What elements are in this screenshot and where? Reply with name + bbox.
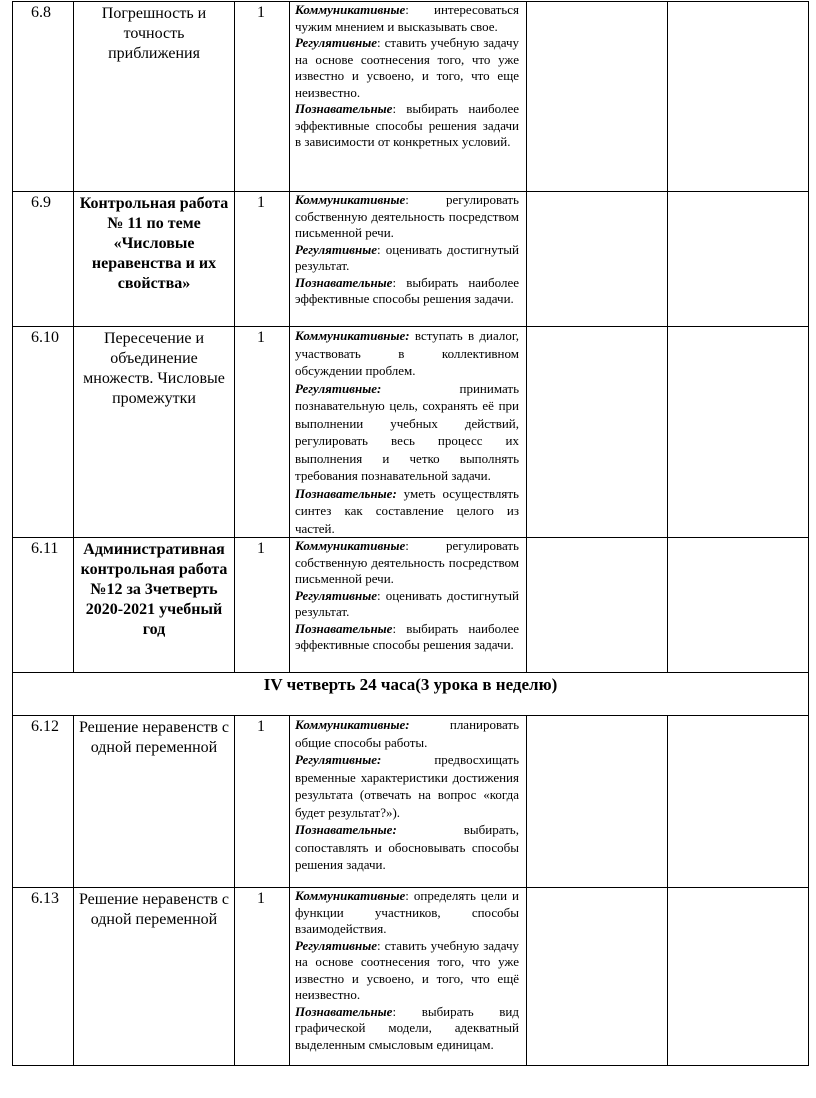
lesson-number: 6.8 (31, 4, 51, 21)
activity-text: выбирать наиболее эффективные способы решения задачи. (295, 274, 519, 306)
lesson-plan-table (12, 1, 809, 1066)
empty-cell-1 (527, 2, 668, 192)
lesson-topic: Погрешность и точность приближения (101, 5, 207, 62)
activity-text: ставить учебную задачу на основе соотнесения того, что уже известно и усвоено, и того, что еще неизвестно. (295, 35, 519, 100)
activity-text: выбирать наиболее эффективные способы решения задачи в зависимости от конкретных условий. (295, 101, 519, 149)
activity-paragraph (295, 751, 519, 821)
activity-separator: : (377, 937, 381, 953)
activity-type-label: Познавательные: (295, 822, 397, 837)
lesson-hours: 1 (257, 718, 265, 735)
lesson-topic-cell (74, 192, 235, 327)
activity-text: интересоваться чужим мнением и высказывать свое. (295, 2, 519, 34)
activity-text: вступать в диалог, участвовать в коллективном обсуждении проблем. (295, 328, 519, 378)
lesson-row (13, 716, 809, 888)
learning-activities-cell (290, 716, 527, 888)
activity-type-label: Коммуникативные: (295, 717, 410, 732)
learning-activities (290, 538, 526, 654)
lesson-number-cell (13, 2, 74, 192)
activity-text: регулировать собственную деятельность посредством письменной речи. (295, 192, 519, 240)
activity-type-label: Коммуникативные (295, 888, 406, 903)
activity-separator: : (405, 192, 409, 207)
lesson-topic-cell (74, 327, 235, 538)
empty-cell-1 (527, 888, 668, 1066)
learning-activities (290, 2, 526, 151)
activity-type-label: Коммуникативные (295, 2, 406, 17)
learning-activities (290, 716, 526, 874)
activity-separator: : (377, 587, 381, 603)
lesson-topic-cell (74, 888, 235, 1066)
lesson-number: 6.10 (31, 329, 59, 346)
activity-separator: : (377, 35, 381, 50)
lesson-row (13, 888, 809, 1066)
lesson-row (13, 2, 809, 192)
activity-type-label: Регулятивные: (295, 752, 382, 767)
activity-type-label: Регулятивные (295, 35, 377, 50)
learning-activities (290, 192, 526, 308)
activity-text: выбирать вид графической модели, адекватный выделенным смысловым единицам. (295, 1003, 519, 1052)
empty-cell-2 (668, 716, 809, 888)
activity-text: регулировать собственную деятельность посредством письменной речи. (295, 538, 519, 586)
activity-separator: : (392, 101, 397, 116)
activity-text: оценивать достигнутый результат. (295, 587, 519, 619)
empty-cell-1 (527, 538, 668, 673)
lesson-number-cell (13, 327, 74, 538)
activity-text: выбирать, сопоставлять и обосновывать способы решения задачи. (295, 822, 519, 872)
activity-paragraph (295, 588, 519, 621)
activity-type-label: Регулятивные (295, 587, 377, 603)
learning-activities (290, 327, 526, 537)
lesson-number-cell (13, 192, 74, 327)
lesson-hours: 1 (257, 540, 265, 557)
lesson-number-cell (13, 716, 74, 888)
activity-paragraph (295, 888, 519, 938)
empty-cell-2 (668, 888, 809, 1066)
lesson-hours: 1 (257, 194, 265, 211)
activity-paragraph (295, 621, 519, 654)
activity-type-label: Регулятивные: (295, 380, 382, 396)
activity-type-label: Познавательные (295, 101, 393, 116)
lesson-hours-cell (235, 192, 290, 327)
activity-type-label: Познавательные (295, 1003, 393, 1019)
quarter-section (13, 673, 809, 716)
activity-type-label: Коммуникативные (295, 538, 406, 553)
learning-activities-cell (290, 538, 527, 673)
activity-text: уметь осуществлять синтез как составление целого из частей. (295, 485, 519, 536)
activity-paragraph (295, 192, 519, 242)
lesson-row (13, 538, 809, 673)
learning-activities (290, 888, 526, 1053)
activity-text: определять цели и функции участников, способы взаимодействия. (295, 888, 519, 936)
lesson-hours-cell (235, 327, 290, 538)
activity-separator: : (392, 620, 397, 636)
lesson-topic-cell (74, 716, 235, 888)
activity-paragraph (295, 2, 519, 35)
lesson-hours-cell (235, 2, 290, 192)
activity-separator: : (377, 241, 381, 257)
lesson-topic: Решение неравенств с одной переменной (78, 719, 230, 756)
lesson-row (13, 192, 809, 327)
activity-paragraph (295, 242, 519, 275)
lesson-topic: Пересечение и объединение множеств. Числовые промежутки (83, 330, 225, 407)
activity-text: выбирать наиболее эффективные способы решения задачи. (295, 620, 519, 652)
activity-text: планировать общие способы работы. (295, 717, 519, 750)
activity-separator: : (392, 1003, 397, 1019)
lesson-row (13, 327, 809, 538)
lesson-hours: 1 (257, 4, 265, 21)
empty-cell-1 (527, 716, 668, 888)
activity-paragraph (295, 327, 519, 380)
empty-cell-2 (668, 538, 809, 673)
empty-cell-1 (527, 327, 668, 538)
activity-text: принимать познавательную цель, сохранять её при выполнении учебных действий, регулировать весь процесс их выполнения и четко выполнять требования познавательной задачи. (295, 380, 519, 483)
empty-cell-2 (668, 2, 809, 192)
lesson-hours-cell (235, 716, 290, 888)
activity-paragraph (295, 1004, 519, 1054)
activity-paragraph (295, 485, 519, 538)
activity-type-label: Познавательные (295, 274, 393, 290)
activity-paragraph (295, 35, 519, 101)
lesson-rows-part-2 (13, 716, 809, 1066)
lesson-hours-cell (235, 888, 290, 1066)
activity-type-label: Коммуникативные (295, 192, 406, 207)
learning-activities-cell (290, 327, 527, 538)
lesson-number: 6.13 (31, 890, 59, 907)
activity-text: предвосхищать временные характеристики достижения результата (отвечать на вопрос «когда будет результат?»). (295, 752, 519, 820)
activity-paragraph (295, 716, 519, 751)
activity-type-label: Регулятивные (295, 241, 377, 257)
quarter-heading: IV четверть 24 часа(3 урока в неделю) (263, 675, 558, 694)
activity-separator: : (405, 888, 409, 903)
lesson-topic: Административная контрольная работа №12 за 3четверть 2020-2021 учебный год (80, 541, 228, 638)
activity-paragraph (295, 380, 519, 485)
activity-paragraph (295, 101, 519, 151)
lesson-topic: Решение неравенств с одной переменной (78, 891, 230, 928)
quarter-heading-row (13, 673, 809, 716)
lesson-number: 6.12 (31, 718, 59, 735)
lesson-number-cell (13, 538, 74, 673)
activity-type-label: Познавательные: (295, 485, 397, 501)
lesson-topic-cell (74, 2, 235, 192)
learning-activities-cell (290, 192, 527, 327)
learning-activities-cell (290, 2, 527, 192)
activity-type-label: Регулятивные (295, 937, 377, 953)
activity-separator: : (405, 538, 409, 553)
lesson-topic-cell (74, 538, 235, 673)
lesson-number-cell (13, 888, 74, 1066)
lesson-hours: 1 (257, 890, 265, 907)
activity-separator: : (405, 2, 409, 17)
activity-text: ставить учебную задачу на основе соотнесения того, что уже известно и усвоено, и того, что ещё неизвестно. (295, 937, 519, 1002)
empty-cell-2 (668, 327, 809, 538)
activity-paragraph (295, 821, 519, 874)
empty-cell-2 (668, 192, 809, 327)
learning-activities-cell (290, 888, 527, 1066)
activity-paragraph (295, 538, 519, 588)
activity-paragraph (295, 938, 519, 1004)
lesson-number: 6.11 (31, 540, 59, 557)
lesson-rows-part-1 (13, 2, 809, 673)
activity-type-label: Познавательные (295, 620, 393, 636)
activity-separator: : (392, 274, 397, 290)
lesson-hours-cell (235, 538, 290, 673)
lesson-hours: 1 (257, 329, 265, 346)
lesson-number: 6.9 (31, 194, 51, 211)
empty-cell-1 (527, 192, 668, 327)
quarter-heading-cell (13, 673, 809, 716)
activity-type-label: Коммуникативные: (295, 328, 410, 343)
activity-text: оценивать достигнутый результат. (295, 241, 519, 273)
activity-paragraph (295, 275, 519, 308)
lesson-topic: Контрольная работа № 11 по теме «Числовые неравенства и их свойства» (79, 195, 229, 292)
